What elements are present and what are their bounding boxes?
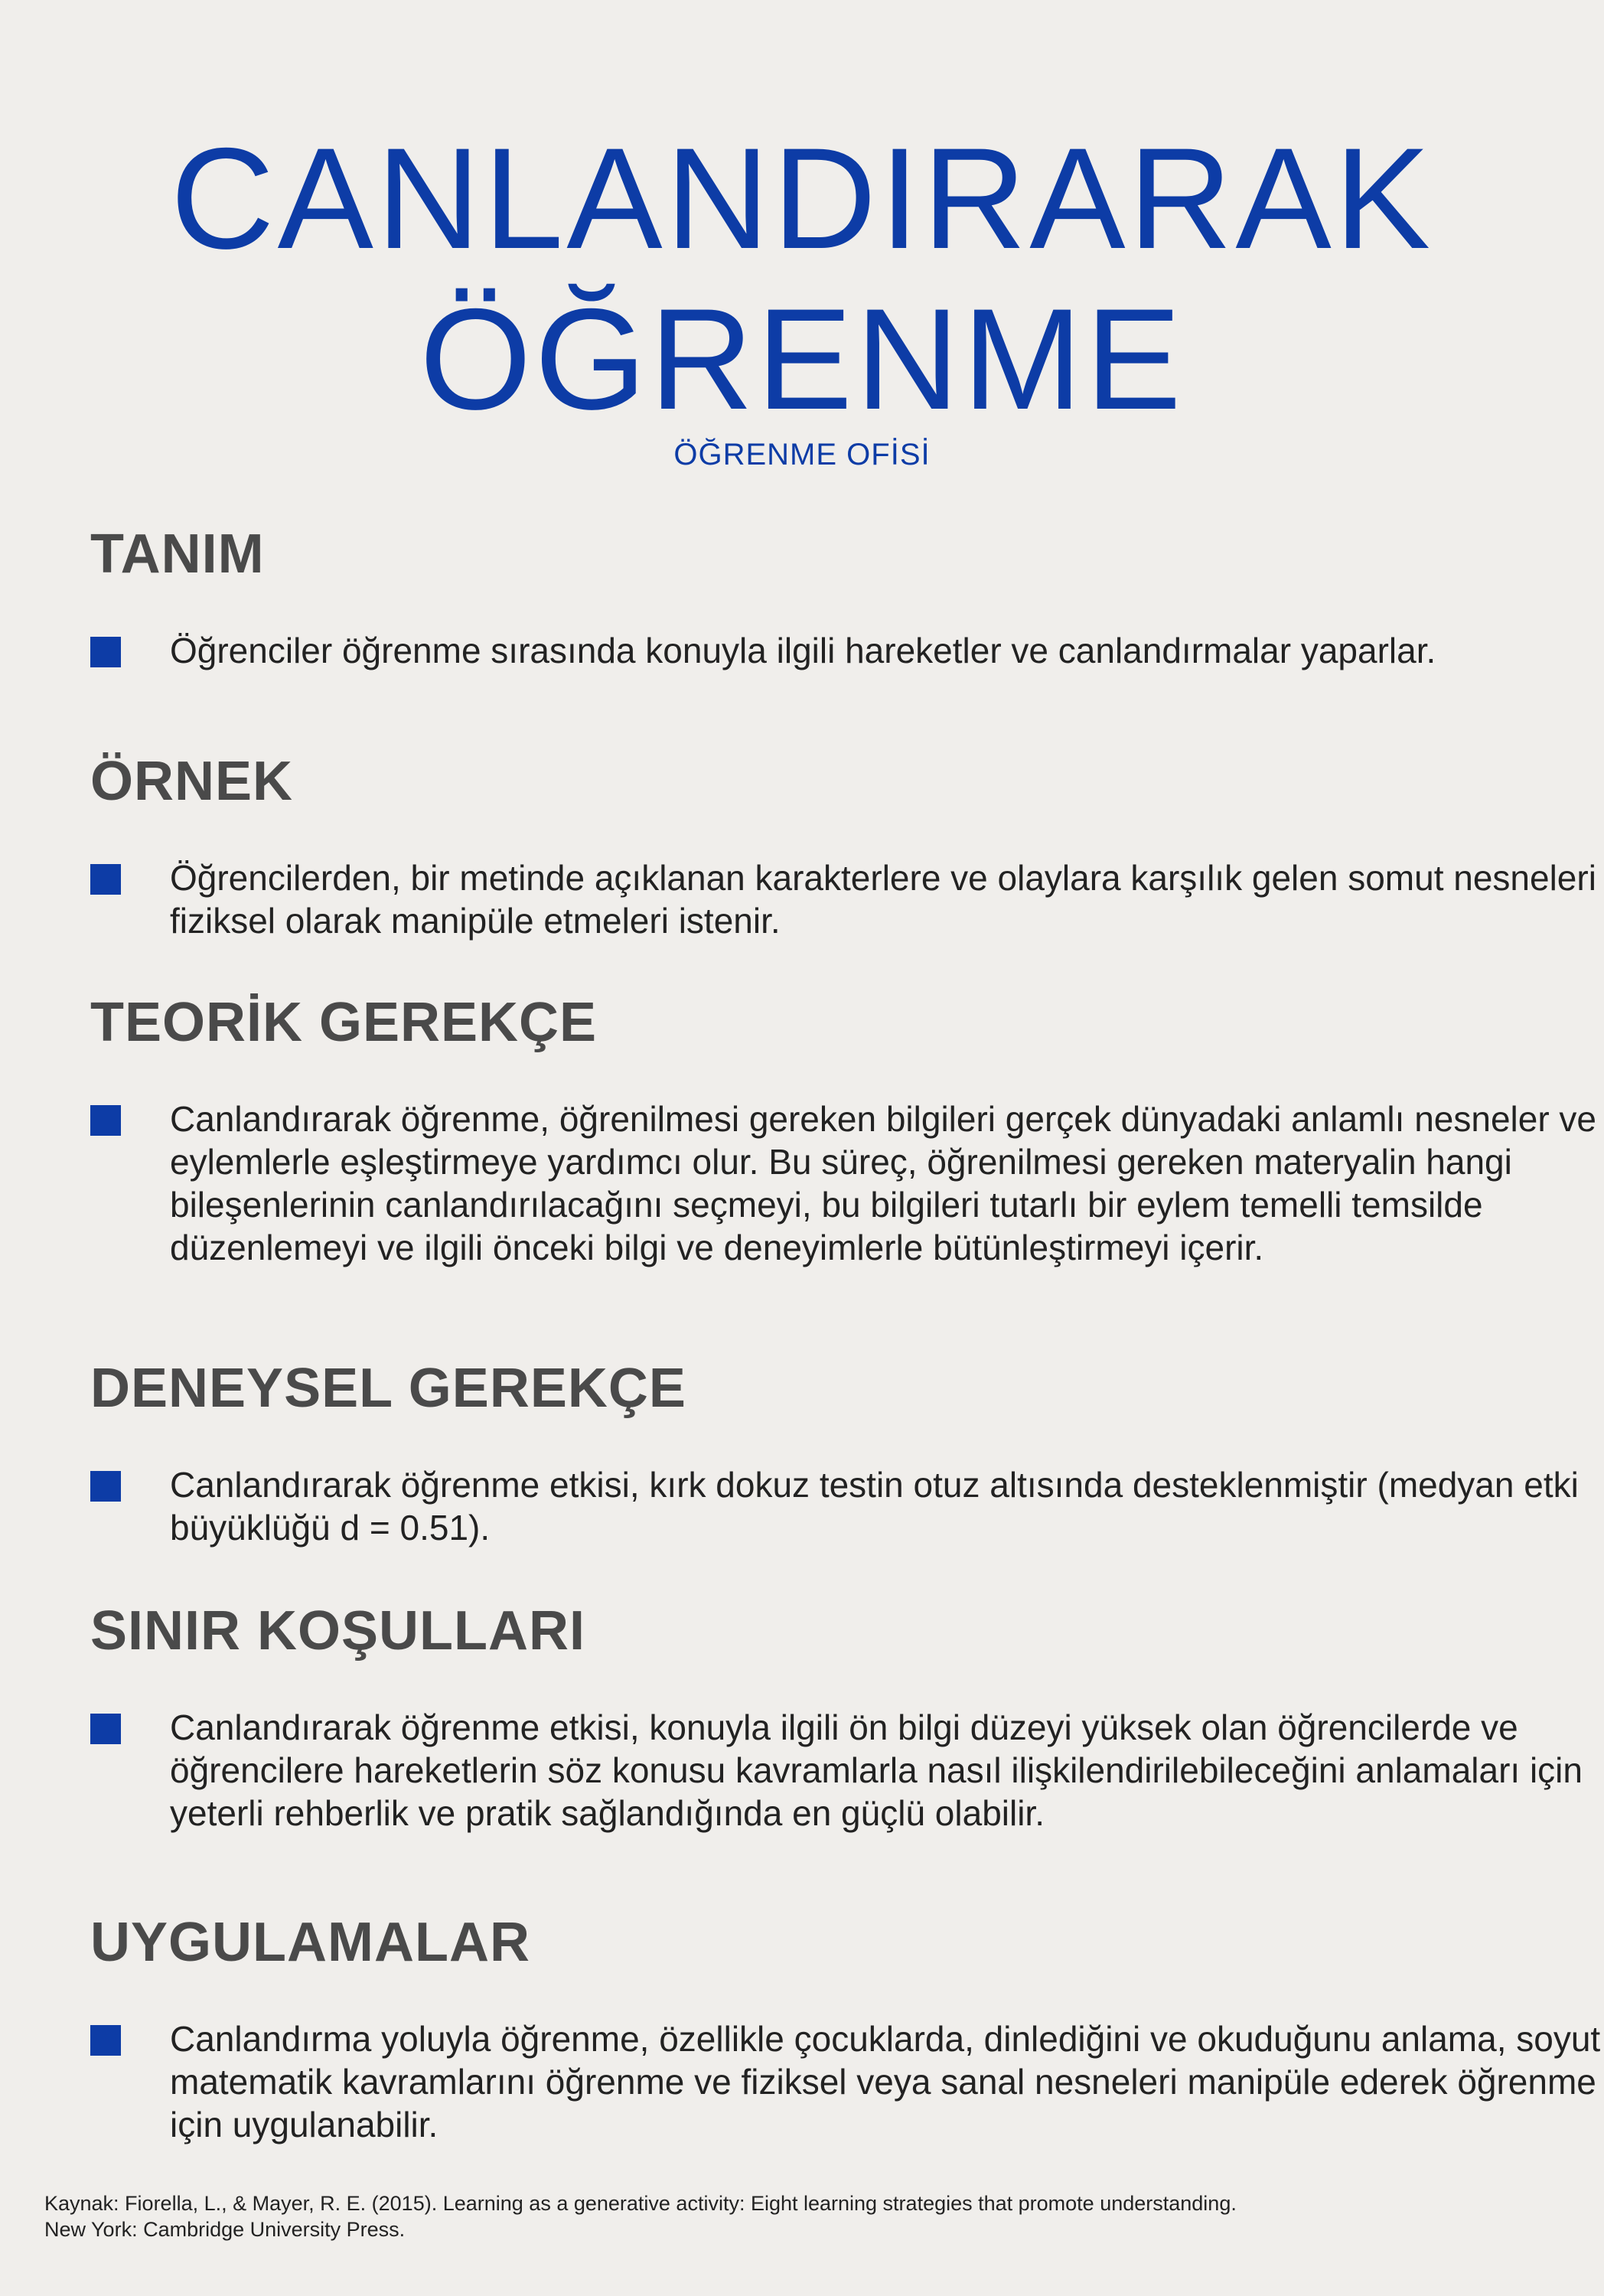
section-text: Öğrencilerden, bir metinde açıklanan karakterlere ve olaylara karşılık gelen somut nesneleri fiziksel olarak manipüle etmeleri istenir. bbox=[170, 858, 1596, 941]
section-deneysel-gerekce bbox=[90, 1358, 1579, 1549]
square-bullet-icon bbox=[90, 1105, 121, 1136]
section-heading: TANIM bbox=[90, 523, 265, 585]
list-item bbox=[90, 1463, 1579, 1549]
section-text: Canlandırarak öğrenme, öğrenilmesi gereken bilgileri gerçek dünyadaki anlamlı nesneler ve eylemlerle eşleştirmeye yardımcı olur. Bu süreç, öğrenilmesi gereken materyalin hangi bileşenlerinin canlandırılacağını seçmeyi, bu bilgileri tutarlı bir eylem temelli temsilde düzenlemeyi ve ilgili önceki bilgi ve deneyimlerle bütünleştirmeyi içerir. bbox=[170, 1099, 1597, 1267]
list-item bbox=[90, 629, 1544, 672]
section-uygulamalar bbox=[90, 1912, 1601, 2146]
square-bullet-icon bbox=[90, 864, 121, 895]
section-sinir-kosullari bbox=[90, 1600, 1583, 1835]
square-bullet-icon bbox=[90, 1714, 121, 1744]
citation-line-1: Kaynak: Fiorella, L., & Mayer, R. E. (2015). Learning as a generative activity: Eight learning strategies that promote understanding. bbox=[44, 2192, 1237, 2215]
section-heading: DENEYSEL GEREKÇE bbox=[90, 1358, 686, 1419]
list-item bbox=[90, 1097, 1597, 1269]
section-text: Öğrenciler öğrenme sırasında konuyla ilgili hareketler ve canlandırmalar yaparlar. bbox=[170, 631, 1436, 670]
square-bullet-icon bbox=[90, 637, 121, 667]
section-tanim bbox=[90, 523, 1544, 672]
citation-line-2: New York: Cambridge University Press. bbox=[44, 2218, 406, 2241]
page-subtitle: ÖĞRENME OFİSİ bbox=[673, 438, 931, 471]
section-heading: UYGULAMALAR bbox=[90, 1912, 530, 1973]
section-text: Canlandırarak öğrenme etkisi, kırk dokuz testin otuz altısında desteklenmiştir (medyan etki büyüklüğü d = 0.51). bbox=[170, 1465, 1579, 1548]
section-ornek bbox=[90, 751, 1596, 942]
section-text: Canlandırma yoluyla öğrenme, özellikle çocuklarda, dinlediğini ve okuduğunu anlama, soyut matematik kavramlarını öğrenme ve fiziksel veya sanal nesneleri manipüle ederek öğrenme için uygulanabilir. bbox=[170, 2019, 1601, 2144]
section-text: Canlandırarak öğrenme etkisi, konuyla ilgili ön bilgi düzeyi yüksek olan öğrencilerde ve öğrencilere hareketlerin söz konusu kavramlarla nasıl ilişkilendirilebileceğini anlamaları için yeterli rehberlik ve pratik sağlandığında en güçlü olabilir. bbox=[170, 1707, 1583, 1833]
list-item bbox=[90, 2017, 1601, 2146]
list-item bbox=[90, 856, 1596, 942]
section-teorik-gerekce bbox=[90, 992, 1597, 1269]
square-bullet-icon bbox=[90, 2025, 121, 2056]
square-bullet-icon bbox=[90, 1471, 121, 1502]
section-heading: ÖRNEK bbox=[90, 751, 294, 812]
page-title-line-2: ÖĞRENME bbox=[419, 279, 1185, 439]
section-heading: SINIR KOŞULLARI bbox=[90, 1600, 586, 1662]
list-item bbox=[90, 1706, 1583, 1835]
page-title-line-1: CANLANDIRARAK bbox=[170, 118, 1434, 279]
section-heading: TEORİK GEREKÇE bbox=[90, 992, 598, 1053]
source-citation bbox=[44, 2190, 1575, 2242]
